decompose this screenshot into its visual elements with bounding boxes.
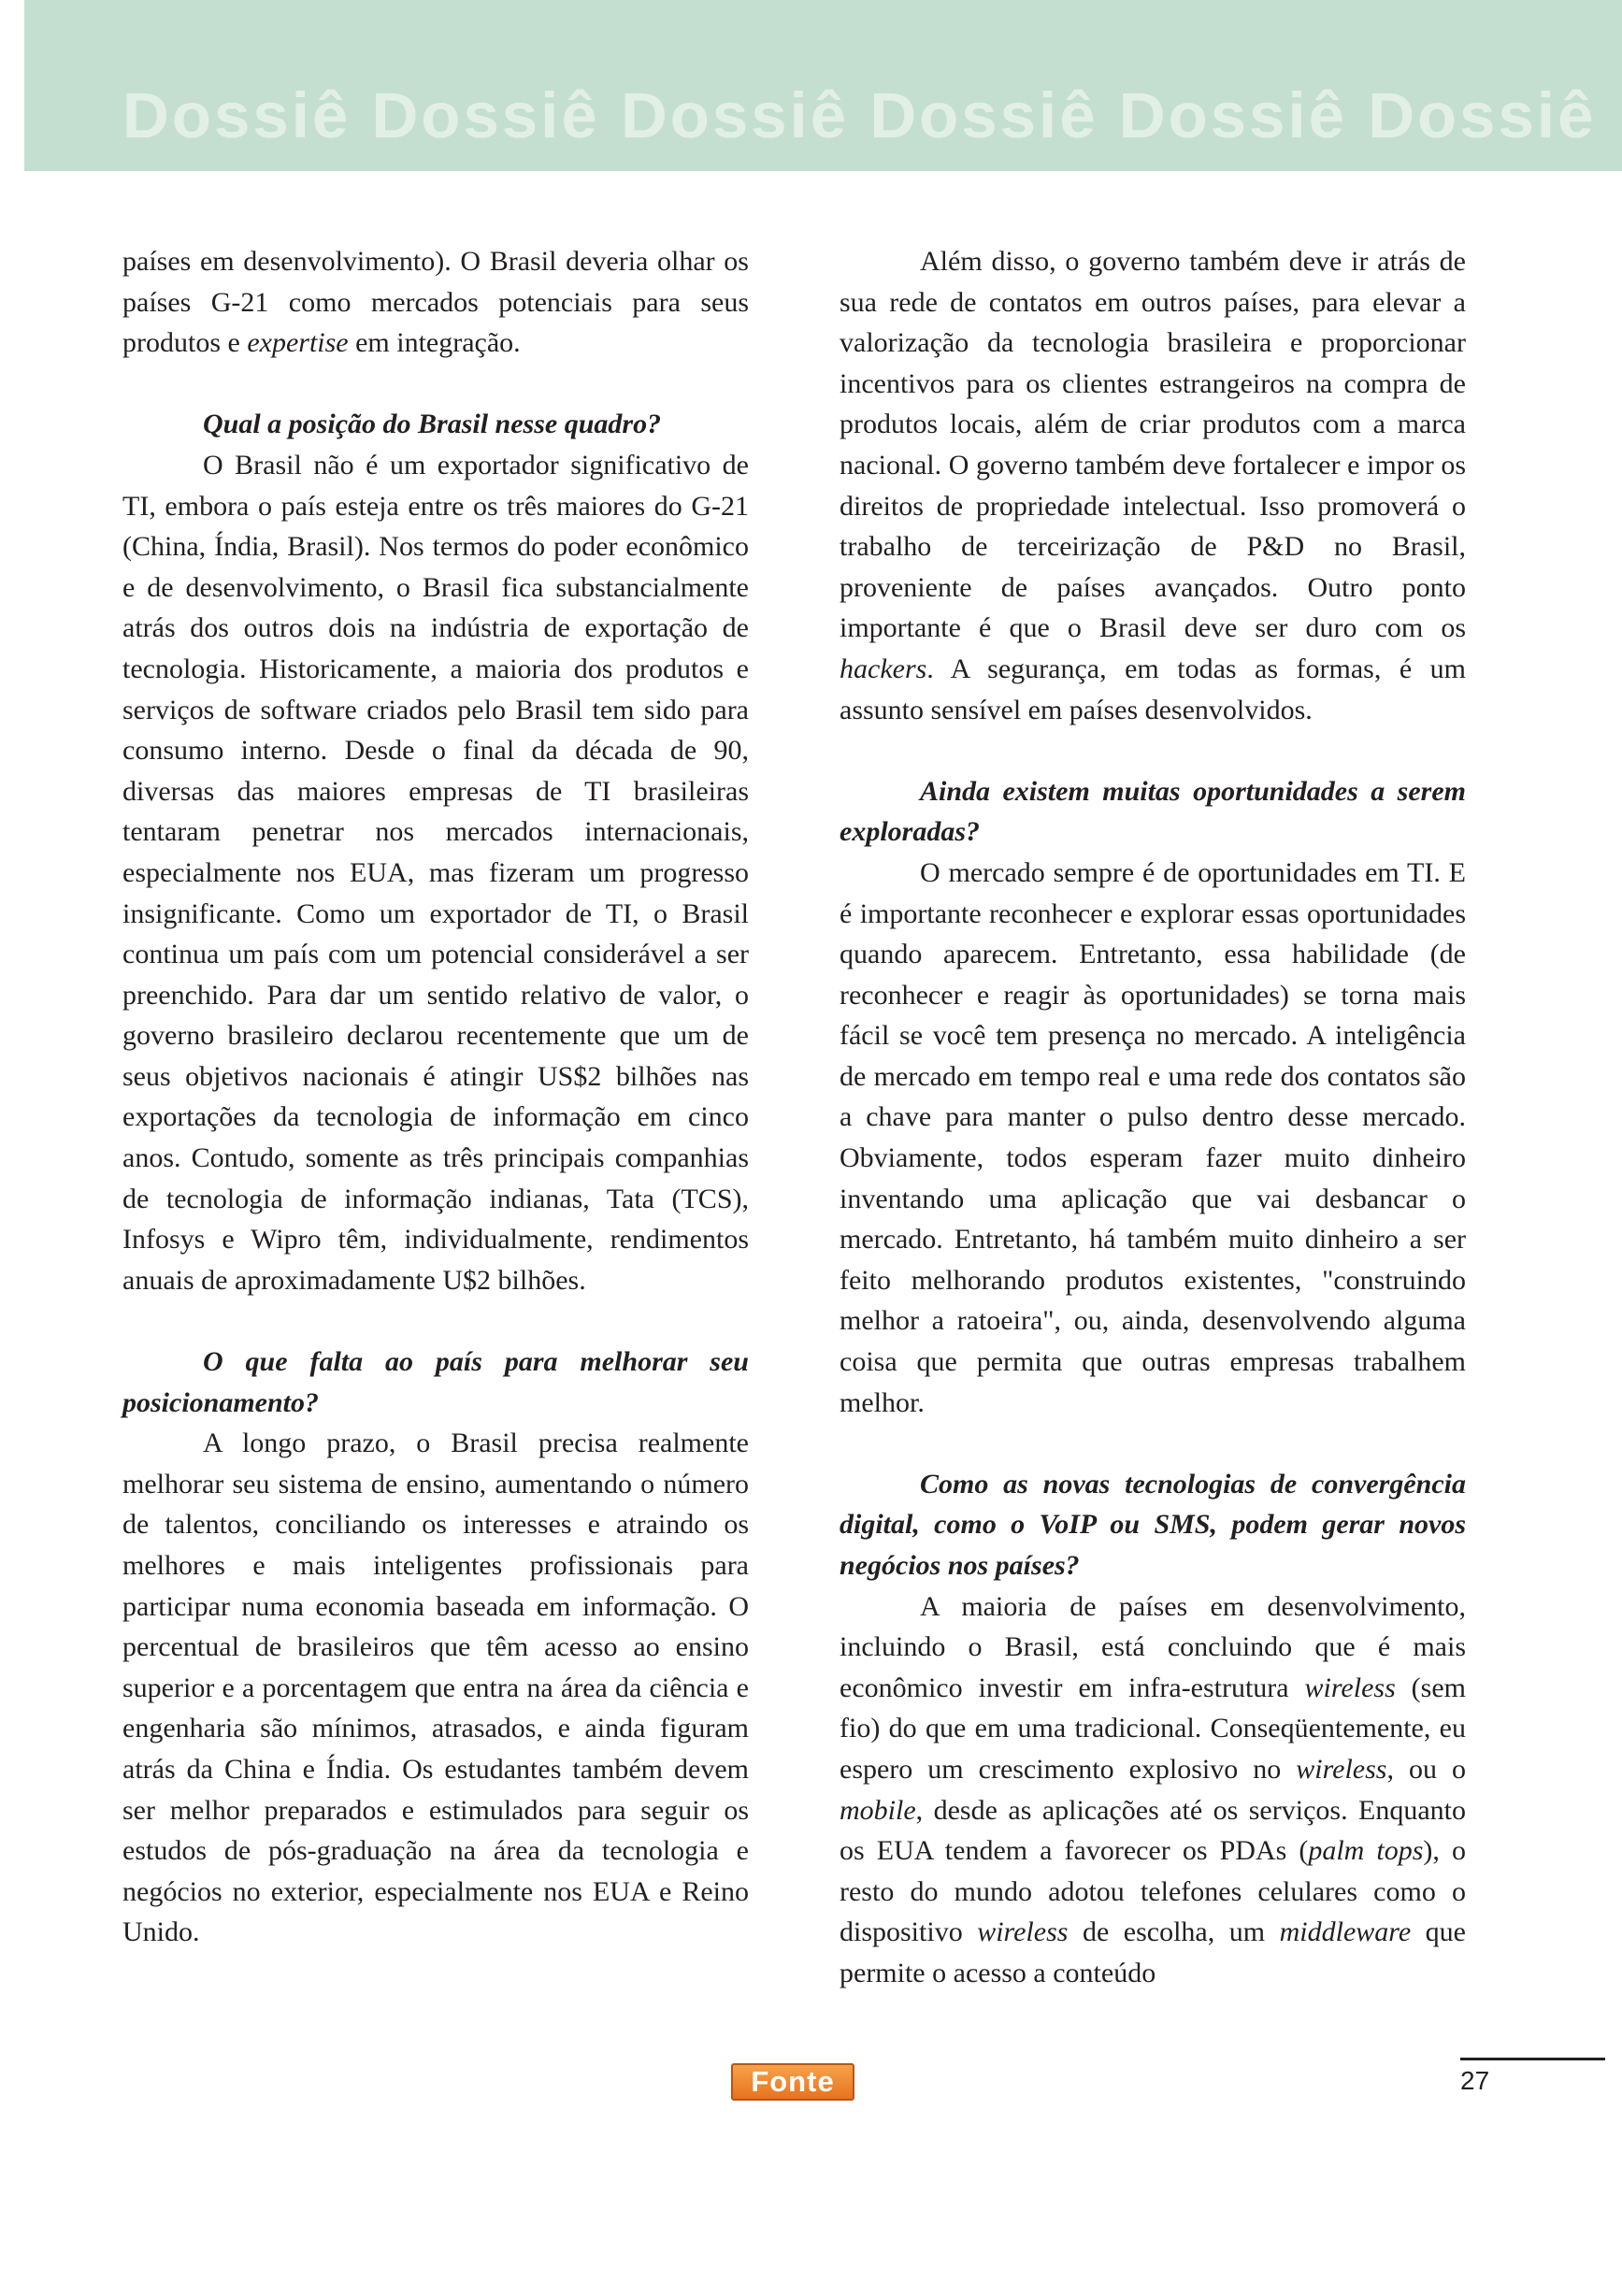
answer-paragraph: O mercado sempre é de oportunidades em TI. E é importante reconhecer e explorar essas oportunidades quando aparecem. Entretanto, essa habilidade (de reconhecer e reagir às oportunidades) se torna mais fácil se você tem presença no mercado. A inteligência de mercado em tempo real e uma rede dos contatos são a chave para manter o pulso dentro desse mercado. Obviamente, todos esperam fazer muito dinheiro inventando uma aplicação que vai desbancar o mercado. Entretanto, há também muito dinheiro a ser feito melhorando produtos existentes, "construindo melhor a ratoeira", ou, ainda, desenvolvendo alguma coisa que permita que outras empresas trabalhem melhor. [840,856,1466,1418]
question-heading: Ainda existem muitas oportunidades a serem exploradas? [840,775,1466,848]
question-heading: Como as novas tecnologias de convergência digital, como o VoIP ou SMS, podem gerar novos negócios nos países? [840,1468,1466,1581]
intro-paragraph: países em desenvolvimento). O Brasil deveria olhar os países G-21 como mercados potenciais para seus produtos e expertise em integração. [122,246,749,359]
answer-paragraph: Além disso, o governo também deve ir atrás de sua rede de contatos em outros países, para elevar a valorização da tecnologia brasileira e proporcionar incentivos para os clientes estrangeiros na compra de produtos locais, além de criar produtos com a marca nacional. O governo também deve fortalecer e impor os direitos de propriedade intelectual. Isso promoverá o trabalho de terceirização de P&D no Brasil, proveniente de países avançados. Outro ponto importante é que o Brasil deve ser duro com os hackers. A segurança, em todas as formas, é um assunto sensível em países desenvolvidos. [840,246,1466,725]
answer-paragraph: A maioria de países em desenvolvimento, incluindo o Brasil, está concluindo que é mais econômico investir em infra-estrutura wireless (sem fio) do que em uma tradicional. Conseqüentemente, eu espero um crescimento explosivo no wireless, ou o mobile, desde as aplicações até os serviços. Enquanto os EUA tendem a favorecer os PDAs (palm tops), o resto do mundo adotou telefones celulares como o dispositivo wireless de escolha, um middleware que permite o acesso a conteúdo [840,1590,1466,1988]
footer-rule [1460,2058,1605,2060]
left-column [122,241,749,1953]
fonte-logo: Fonte [731,2063,854,2101]
right-column [840,241,1466,1994]
answer-paragraph: O Brasil não é um exportador significativo de TI, embora o país esteja entre os três maiores do G-21 (China, Índia, Brasil). Nos termos do poder econômico e de desenvolvimento, o Brasil fica substancialmente atrás dos outros dois na indústria de exportação de tecnologia. Historicamente, a maioria dos produtos e serviços de software criados pelo Brasil tem sido para consumo interno. Desde o final da década de 90, diversas das maiores empresas de TI brasileiras tentaram penetrar nos mercados internacionais, especialmente nos EUA, mas fizeram um progresso insignificante. Como um exportador de TI, o Brasil continua um país com um potencial considerável a ser preenchido. Para dar um sentido relativo de valor, o governo brasileiro declarou recentemente que um de seus objetivos nacionais é atingir US$2 bilhões nas exportações da tecnologia de informação em cinco anos. Contudo, somente as três principais companhias de tecnologia de informação indianas, Tata (TCS), Infosys e Wipro têm, individualmente, rendimentos anuais de aproximadamente U$2 bilhões. [122,449,749,1296]
dossie-header-band [24,0,1622,171]
dossie-band-text: Dossiê Dossiê Dossiê Dossiê Dossiê Dossiê [122,79,1597,151]
question-heading: O que falta ao país para melhorar seu posicionamento? [122,1346,749,1418]
question-heading: Qual a posição do Brasil nesse quadro? [203,409,662,440]
answer-paragraph: A longo prazo, o Brasil precisa realmente melhorar seu sistema de ensino, aumentando o número de talentos, conciliando os interesses e atraindo os melhores e mais inteligentes profissionais para participar numa economia baseada em informação. O percentual de brasileiros que têm acesso ao ensino superior e a porcentagem que entra na área da ciência e engenharia são mínimos, atrasados, e ainda figuram atrás da China e Índia. Os estudantes também devem ser melhor preparados e estimulados para seguir os estudos de pós-graduação na área da tecnologia e negócios no exterior, especialmente nos EUA e Reino Unido. [122,1428,749,1948]
page-number: 27 [1460,2066,1490,2095]
